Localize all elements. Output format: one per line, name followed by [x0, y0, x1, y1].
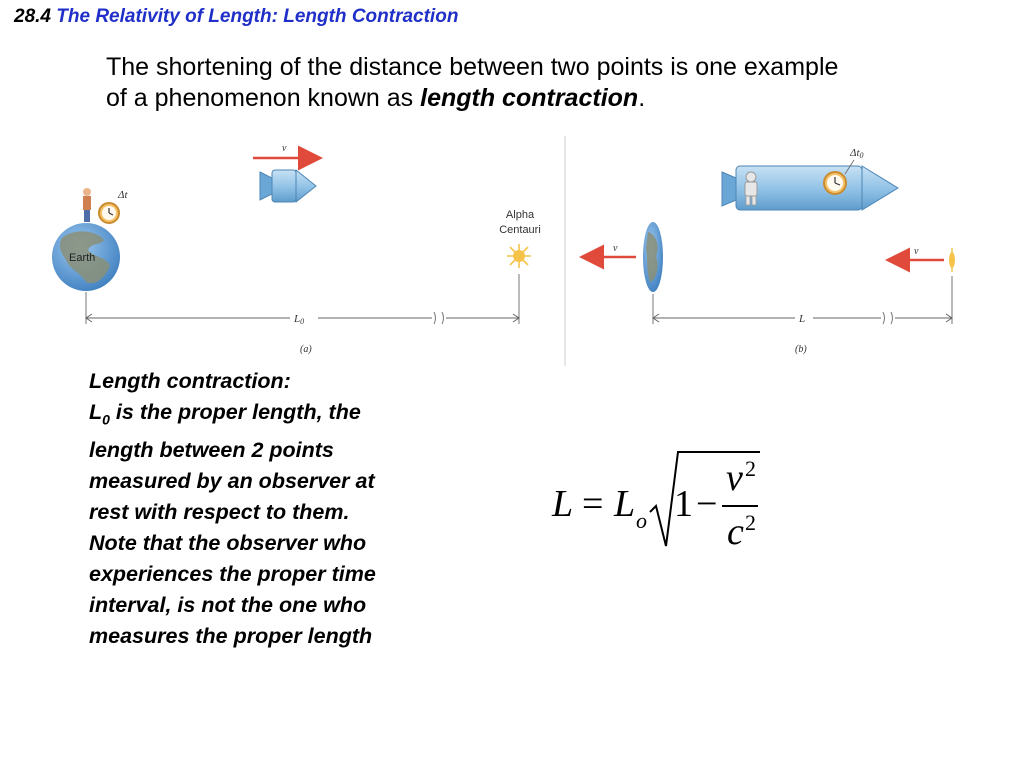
panel-b	[584, 147, 955, 355]
break-mark-b	[883, 312, 893, 324]
formula-numerator-power: 2	[745, 456, 756, 481]
notes-observer-note: Note that the observer who experiences the proper time interval, is not the one who measures the proper length	[89, 531, 376, 649]
velocity-label-earth-b: v	[613, 243, 618, 254]
formula-equals: =	[582, 483, 604, 525]
length-contraction-formula	[552, 448, 782, 558]
slide-title	[14, 6, 458, 28]
notes-block	[89, 366, 389, 652]
clock-label-a: Δt	[118, 189, 128, 201]
formula-lhs: L	[552, 483, 574, 525]
formula-l0-sub: o	[636, 508, 647, 533]
velocity-label-a: v	[282, 143, 287, 154]
notes-definition	[89, 397, 389, 528]
star-label-line2: Centauri	[499, 224, 541, 236]
rocket-icon	[260, 170, 316, 202]
formula-minus: −	[696, 483, 718, 525]
distance-label-a: L0	[294, 313, 305, 326]
earth-icon-b	[643, 222, 663, 292]
observer-icon	[83, 188, 91, 222]
caption-b: (b)	[795, 344, 807, 355]
intro-paragraph	[106, 52, 866, 114]
earth-label: Earth	[69, 252, 96, 264]
clock-label-b: Δt0	[850, 147, 864, 160]
formula-denominator: c	[727, 511, 744, 553]
definition-text: is the proper length, the length between 2 points measured by an observer at rest with respect to them.	[89, 400, 375, 525]
caption-a: (a)	[300, 344, 312, 355]
break-mark-a	[434, 312, 444, 324]
star-label-line1: Alpha	[505, 209, 535, 221]
formula-l0: L	[614, 483, 636, 525]
intro-text: The shortening of the distance between two points is one example of a phenomenon known as	[106, 53, 839, 112]
section-number: 28.4	[14, 6, 51, 27]
star-icon-b	[949, 248, 955, 272]
formula-one: 1	[674, 483, 693, 525]
formula-numerator: v	[726, 457, 743, 499]
intro-period: .	[638, 84, 646, 112]
section-title: The Relativity of Length: Length Contraction	[56, 6, 459, 27]
intro-term: length contraction	[420, 84, 639, 112]
l0-symbol: L	[89, 400, 103, 424]
star-icon-a	[507, 244, 531, 268]
l0-subscript: 0	[102, 411, 110, 428]
formula-denominator-power: 2	[745, 510, 756, 535]
velocity-label-star-b: v	[914, 246, 919, 257]
distance-label-b: L	[799, 313, 806, 325]
length-contraction-figure	[0, 134, 1000, 370]
panel-a	[52, 143, 541, 355]
clock-icon-a	[99, 203, 119, 223]
notes-heading: Length contraction:	[89, 369, 291, 393]
clock-icon-b	[824, 172, 846, 194]
